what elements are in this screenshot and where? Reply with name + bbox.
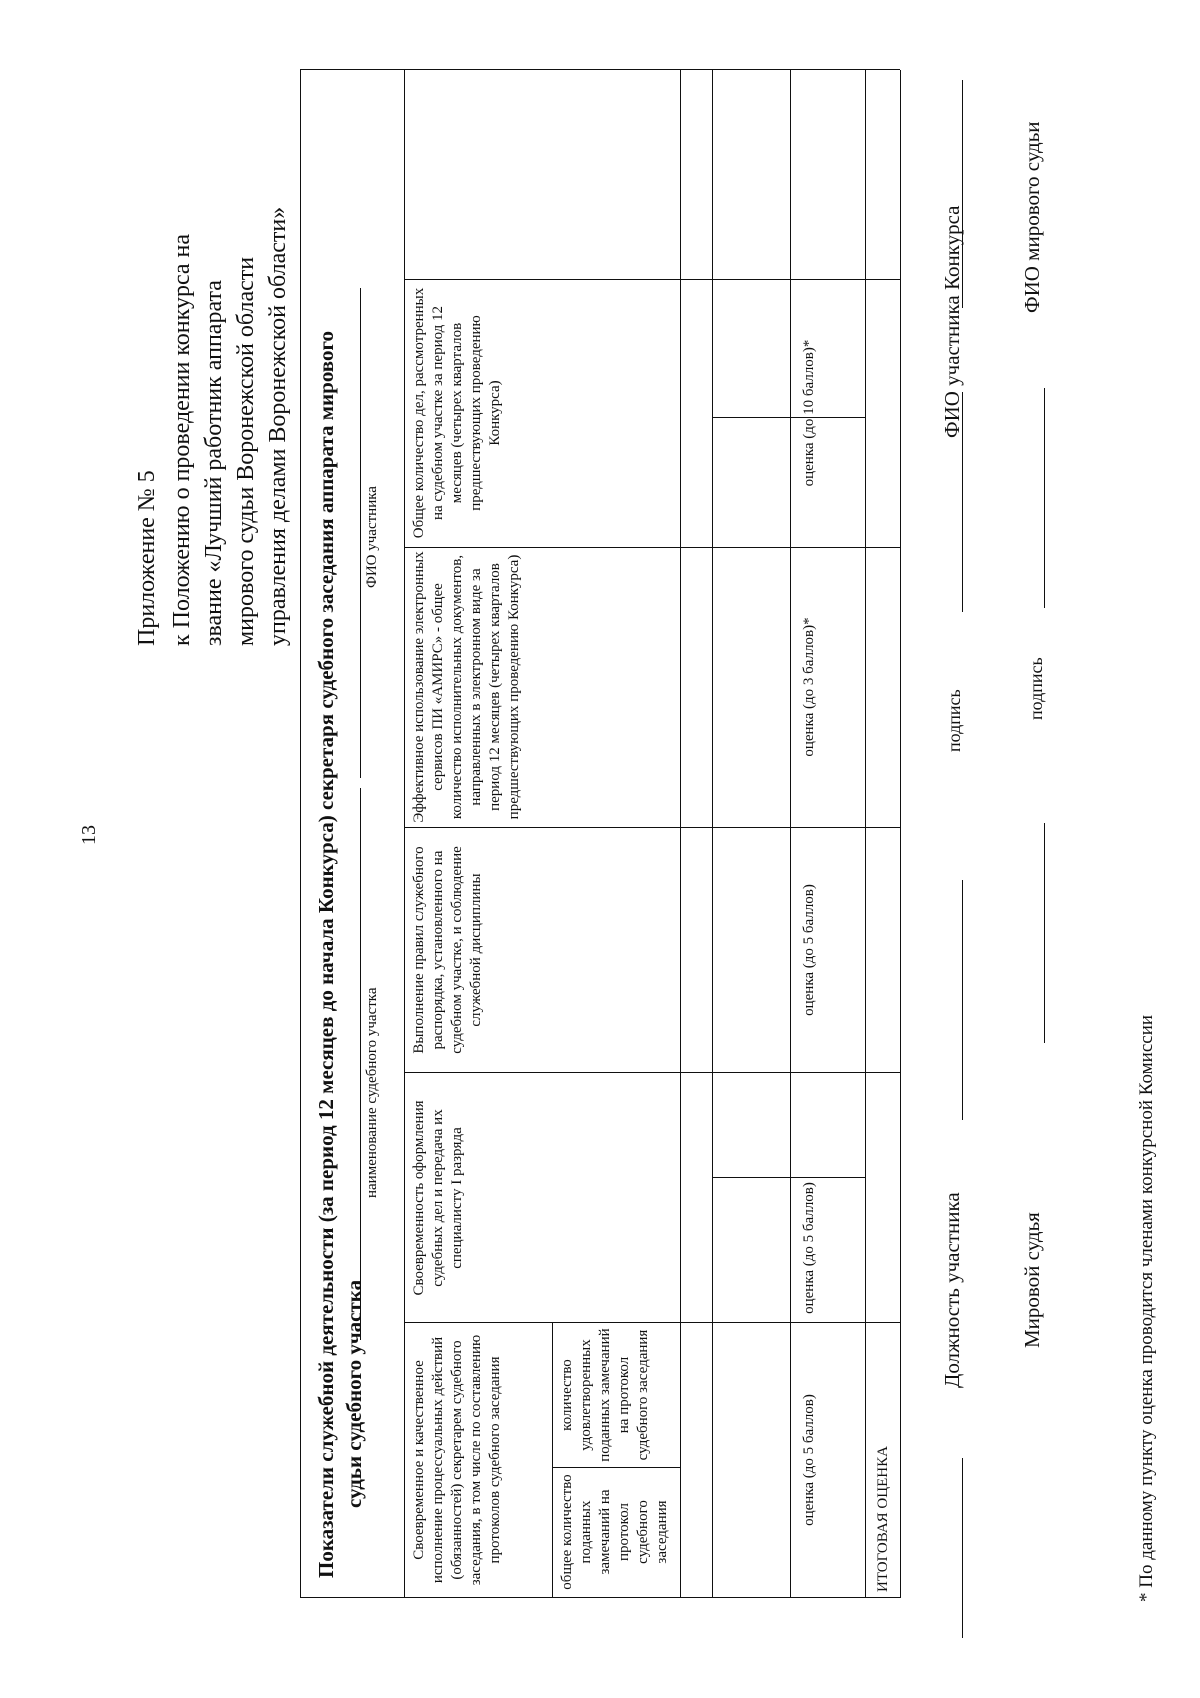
total-score-label: ИТОГОВАЯ ОЦЕНКА [875,1446,891,1592]
signature-line-participant [962,880,963,1120]
col1-subcol1: общее количество поданных замечаний на протокол судебного заседания [559,1474,670,1590]
col2-score: оценка (до 5 баллов) [801,1182,817,1314]
site-name-caption: наименование судебного участка [364,987,380,1198]
col5-header: Общее количество дел, рассмотренных на судебном участке за период 12 месяцев (четырех кварталов предшествующих проведению Конкурса) [411,287,503,539]
col4-score: оценка (до 3 баллов)* [801,617,817,757]
signature-label-participant: подпись [944,689,964,752]
footnote: * По данному пункту оценка проводится членами конкурсной Комиссии [1136,1014,1157,1602]
col3-header: Выполнение правил служебного распорядка, установленного на судебном участке, и соблюдение служебной дисциплины [411,846,484,1054]
appendix-line: звание «Лучший работник аппарата [201,280,227,646]
col2-header: Своевременность оформления судебных дел и передача их специалисту I разряда [411,1100,465,1296]
participant-caption: ФИО участника [364,486,380,588]
col1-score: оценка (до 5 баллов) [801,1394,817,1526]
col1-header: Своевременное и качественное исполнение процессуальных действий (обязанностей) секретарем судебного заседания, в том числе по составлению протоколов судебного заседания [411,1334,503,1586]
appendix-line: мирового судьи Воронежской области [233,256,259,646]
col1-subcol2: количество удовлетворенных поданных замечаний на протокол судебного заседания [559,1328,651,1462]
appendix-text [166,56,294,646]
col5-score: оценка (до 10 баллов)* [801,339,817,487]
col3-score: оценка (до 5 баллов) [801,884,817,1016]
heading-line-2-text: судьи судебного участка [342,1279,366,1508]
signature-line-judge [1044,823,1045,1043]
judge-fio-label: ФИО мирового судьи [1020,121,1044,313]
indicators-table [300,70,900,1598]
fio-judge-line [1044,388,1045,608]
participant-fio-fill [962,80,963,308]
appendix-line: управления делами Воронежской области» [265,206,291,646]
col4-header: Эффективное использование электронных сервисов ПИ «АМИРС» - общее количество исполнительных документов, направленных в электронном виде за период 12 месяцев (четырех кварталов предшествующих проведению Конкурса) [411,551,522,823]
page-number: 13 [78,825,100,845]
position-label: Должность участника [940,1192,964,1388]
position-line [962,1458,963,1638]
heading-line-1: Показатели служебной деятельности (за период 12 месяцев до начала Конкурса) секретаря судебного заседания аппарата мирового [314,330,338,1578]
site-name-fill-line [360,788,361,1340]
judge-label: Мировой судья [1020,1212,1044,1348]
participant-fill-line [360,288,361,778]
participant-fio-label: ФИО участника Конкурса [940,205,964,438]
appendix-line: к Положению о проведении конкурса на [169,233,195,646]
signature-label-judge: подпись [1026,657,1046,720]
appendix-title: Приложение № 5 [134,470,160,646]
heading-line-2 [340,88,368,1578]
